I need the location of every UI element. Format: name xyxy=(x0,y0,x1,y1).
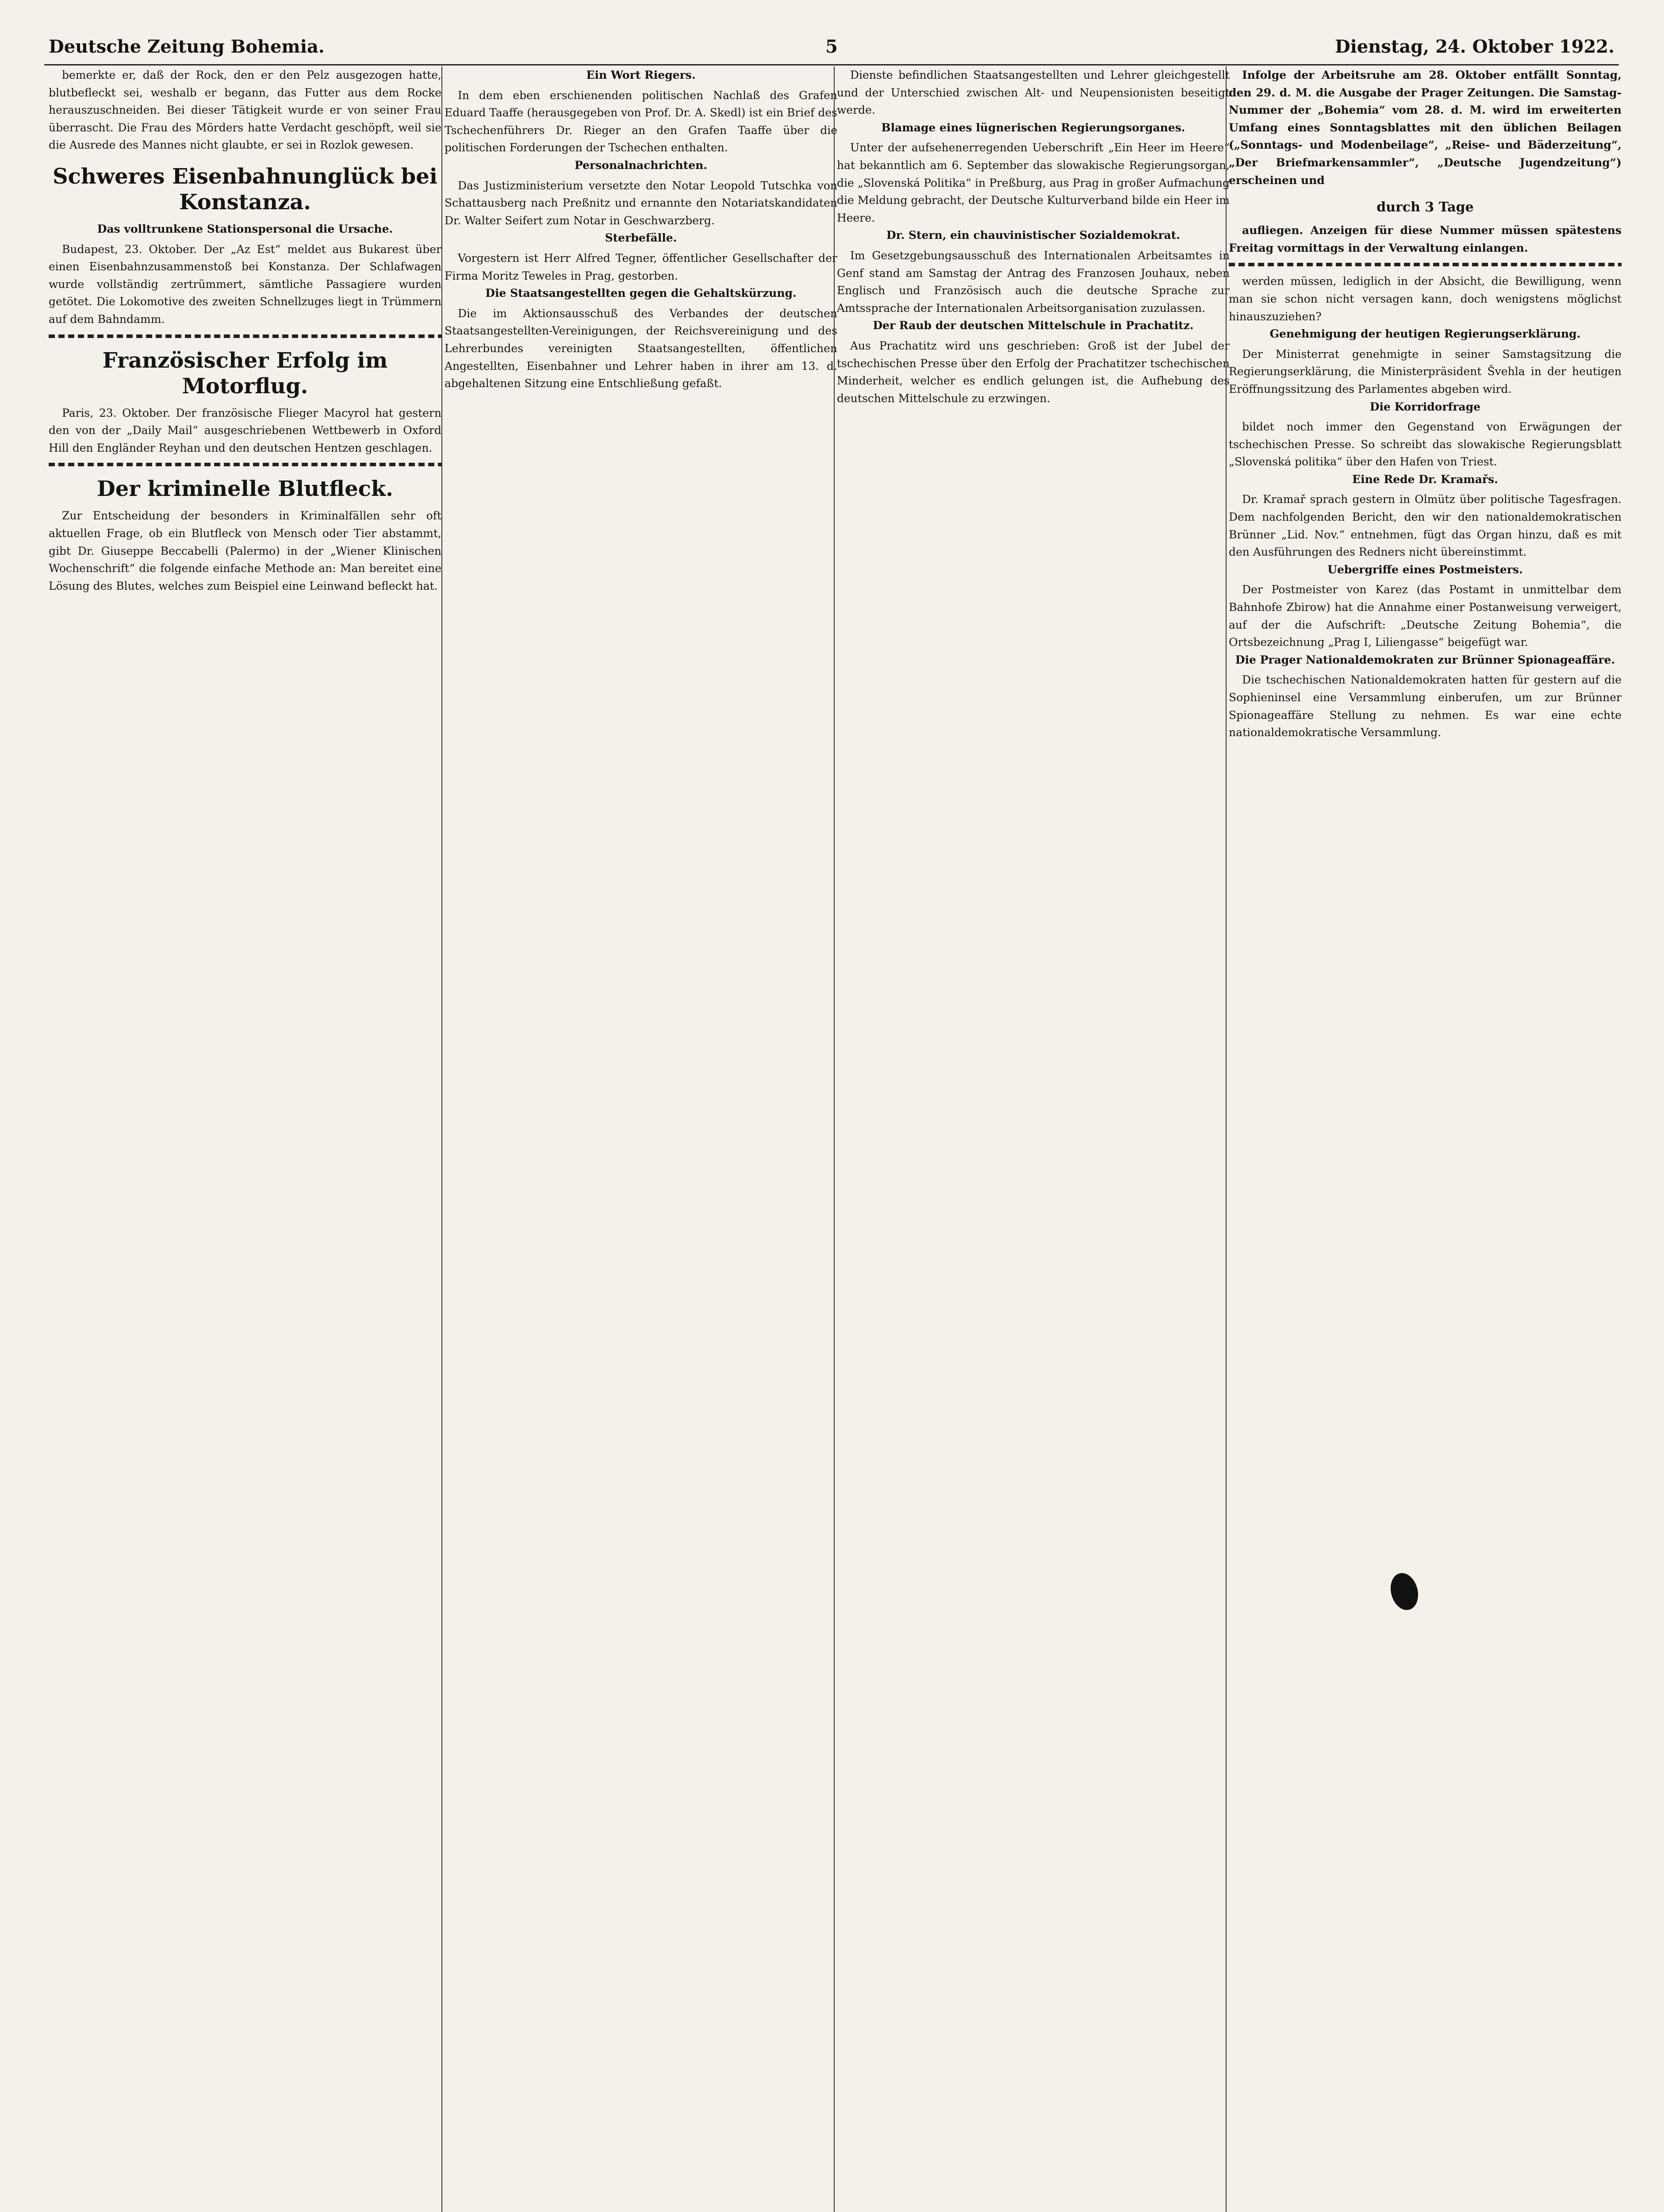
article-body: Die im Aktionsausschuß des Verbandes der deutschen Staatsangestellten-Vereinigungen, der Reichsvereinigung und des Lehrerbundes vereinigten Staatsangestellten, öffentlichen Angestellten, Eisenbahner und Lehrer haben in ihrer am 13. d. abgehaltenen Sitzung eine Entschließung gefaßt. xyxy=(445,307,837,390)
holiday-notice-end: aufliegen. Anzeigen für diese Nummer müssen spätestens Freitag vormittags in der Verwaltung einlangen. xyxy=(1229,224,1622,254)
article-body: In dem eben erschienenden politischen Nachlaß des Grafen Eduard Taaffe (herausgegeben von Prof. Dr. A. Skedl) ist ein Brief des Tschechenführers Dr. Rieger an den Grafen Taaffe über die politischen Forderungen der Tschechen enthalten. xyxy=(445,88,837,154)
article-body: Vorgestern ist Herr Alfred Tegner, öffentlicher Gesellschafter der Firma Moritz Teweles in Prag, gestorben. xyxy=(445,251,837,282)
section-heading: Blamage eines lügnerischen Regierungsorganes. xyxy=(881,121,1185,134)
section-heading: Die Prager Nationaldemokraten zur Brünner Spionageaffäre. xyxy=(1235,653,1615,666)
section-heading: Genehmigung der heutigen Regierungserklärung. xyxy=(1269,327,1581,341)
article-continuation: werden müssen, lediglich in der Absicht, die Bewilligung, wenn man sie schon nicht versagen kann, doch wenigstens möglichst hinauszuziehen? xyxy=(1229,275,1622,323)
article-body: Das Justizministerium versetzte den Notar Leopold Tutschka von Schattausberg nach Preßnitz und ernannte den Notariatskandidaten Dr. Walter Seifert zum Notar in Geschwarzberg. xyxy=(445,179,837,227)
column-1 xyxy=(49,66,441,2212)
column-divider xyxy=(441,66,442,2212)
headline-motor-flight: Französischer Erfolg im Motorflug. xyxy=(102,348,388,399)
column-4 xyxy=(1229,66,1622,2212)
column-2 xyxy=(445,66,837,2212)
subheadline: Das volltrunkene Stationspersonal die Ursache. xyxy=(97,222,393,235)
article-separator xyxy=(49,463,441,466)
column-3 xyxy=(837,66,1230,2212)
section-heading: Der Raub der deutschen Mittelschule in Prachatitz. xyxy=(873,319,1194,332)
issue-date: Dienstag, 24. Oktober 1922. xyxy=(1334,36,1614,57)
headline-train-accident: Schweres Eisenbahnunglück bei Konstanza. xyxy=(53,164,437,215)
article-body: Dr. Kramař sprach gestern in Olmütz über politische Tagesfragen. Dem nachfolgenden Bericht, den wir den nationaldemokratischen Brünner „Lid. Nov.“ entnehmen, fügt das Organ hinzu, daß es mit den Ausführungen des Redners nicht übereinstimmt. xyxy=(1229,493,1622,559)
holiday-notice: Infolge der Arbeitsruhe am 28. Oktober entfällt Sonntag, den 29. d. M. die Ausgabe der Prager Zeitungen. Die Samstag-Nummer der „Bohemia“ vom 28. d. M. wird im erweiterten Umfang eines Sonntagsblattes mit den üblichen Beilagen („Sonntags- und Modenbeilage“, „Reise- und Bäderzeitung“, „Der Briefmarkensammler“, „Deutsche Jugendzeitung“) erscheinen und xyxy=(1229,69,1622,187)
article-body: Die tschechischen Nationaldemokraten hatten für gestern auf die Sophieninsel eine Versammlung einberufen, um zur Brünner Spionageaffäre Stellung zu nehmen. Es war eine echte nationaldemokratische Versammlung. xyxy=(1229,673,1622,739)
article-continuation: Dienste befindlichen Staatsangestellten und Lehrer gleichgestellt und der Unterschied zwischen Alt- und Neupensionisten beseitigt werde. xyxy=(837,69,1230,117)
article-body: Aus Prachatitz wird uns geschrieben: Groß ist der Jubel der tschechischen Presse über den Erfolg der Prachatitzer tschechischen Minderheit, welcher es endlich gelungen ist, die Aufhebung des deutschen Mittelschule zu erzwingen. xyxy=(837,339,1230,405)
section-heading: Die Staatsangestellten gegen die Gehaltskürzung. xyxy=(485,287,797,300)
section-heading: Sterbefälle. xyxy=(605,231,677,245)
masthead xyxy=(49,31,1614,62)
article-body: Budapest, 23. Oktober. Der „Az Est“ meldet aus Bukarest über einen Eisenbahnzusammenstoß bei Konstanza. Der Schlafwagen wurde vollständig zertrümmert, sämtliche Passagiere wurden getötet. Die Lokomotive des zweiten Schnellzuges liegt in Trümmern auf dem Bahndamm. xyxy=(49,242,441,326)
article-separator xyxy=(1229,263,1622,266)
article-body: Der Postmeister von Karez (das Postamt in unmittelbar dem Bahnhofe Zbirow) hat die Annahme einer Postanweisung verweigert, auf der die Aufschrift: „Deutsche Zeitung Bohemia“, die Ortsbezeichnung „Prag I, Liliengasse“ beigefügt war. xyxy=(1229,583,1622,649)
masthead-rule xyxy=(44,64,1619,65)
article-body: Paris, 23. Oktober. Der französische Flieger Macyrol hat gestern den von der „Daily Mail“ ausgeschriebenen Wettbewerb in Oxford Hill den Engländer Reyhan und den deutschen Hentzen geschlagen. xyxy=(49,406,441,454)
article-body: bildet noch immer den Gegenstand von Erwägungen der tschechischen Presse. So schreibt das slowakische Regierungsblatt „Slovenská politika“ über den Hafen von Triest. xyxy=(1229,420,1622,469)
paper-name: Deutsche Zeitung Bohemia. xyxy=(49,36,325,57)
article-body: Zur Entscheidung der besonders in Kriminalfällen sehr oft aktuellen Frage, ob ein Blutfleck von Mensch oder Tier abstammt, gibt Dr. Giuseppe Beccabelli (Palermo) in der „Wiener Klinischen Wochenschrift“ die folgende einfache Methode an: Man bereitet eine Lösung des Blutes, welches zum Beispiel eine Leinwand befleckt hat. xyxy=(49,509,441,592)
section-heading: Ein Wort Riegers. xyxy=(586,69,696,81)
headline-bloodstain: Der kriminelle Blutfleck. xyxy=(97,476,393,502)
page-number: 5 xyxy=(825,36,838,57)
section-heading: Dr. Stern, ein chauvinistischer Sozialdemokrat. xyxy=(886,229,1180,242)
article-separator xyxy=(49,334,441,338)
article-body: Der Ministerrat genehmigte in seiner Samstagsitzung die Regierungserklärung, die Ministerpräsident Švehla in der heutigen Eröffnungssitzung des Parlamentes abgeben wird. xyxy=(1229,347,1622,396)
article-body: Unter der aufsehenerregenden Ueberschrift „Ein Heer im Heere“ hat bekanntlich am 6. September das slowakische Regierungsorgan, die „Slovenská Politika“ in Preßburg, aus Prag in großer Aufmachung die Meldung gebracht, der Deutsche Kulturverband bilde ein Heer im Heere. xyxy=(837,141,1230,224)
holiday-notice-days: durch 3 Tage xyxy=(1376,200,1474,215)
article-continuation: bemerkte er, daß der Rock, den er den Pelz ausgezogen hatte, blutbefleckt sei, weshalb er begann, das Futter aus dem Rocke herauszuschneiden. Bei dieser Tätigkeit wurde er von seiner Frau überrascht. Die Frau des Mörders hatte Verdacht geschöpft, weil sie die Ausrede des Mannes nicht glaubte, er sei in Rozlok gewesen. xyxy=(49,69,441,152)
section-heading: Die Korridorfrage xyxy=(1369,400,1481,413)
article-body: Im Gesetzgebungsausschuß des Internationalen Arbeitsamtes in Genf stand am Samstag der Antrag des Franzosen Jouhaux, neben Englisch und Französisch auch die deutsche Sprache zur Amtssprache der Internationalen Arbeitsorganisation zuzulassen. xyxy=(837,249,1230,315)
section-heading: Personalnachrichten. xyxy=(575,158,707,172)
section-heading: Eine Rede Dr. Kramařs. xyxy=(1352,472,1498,486)
section-heading: Uebergriffe eines Postmeisters. xyxy=(1327,563,1523,576)
